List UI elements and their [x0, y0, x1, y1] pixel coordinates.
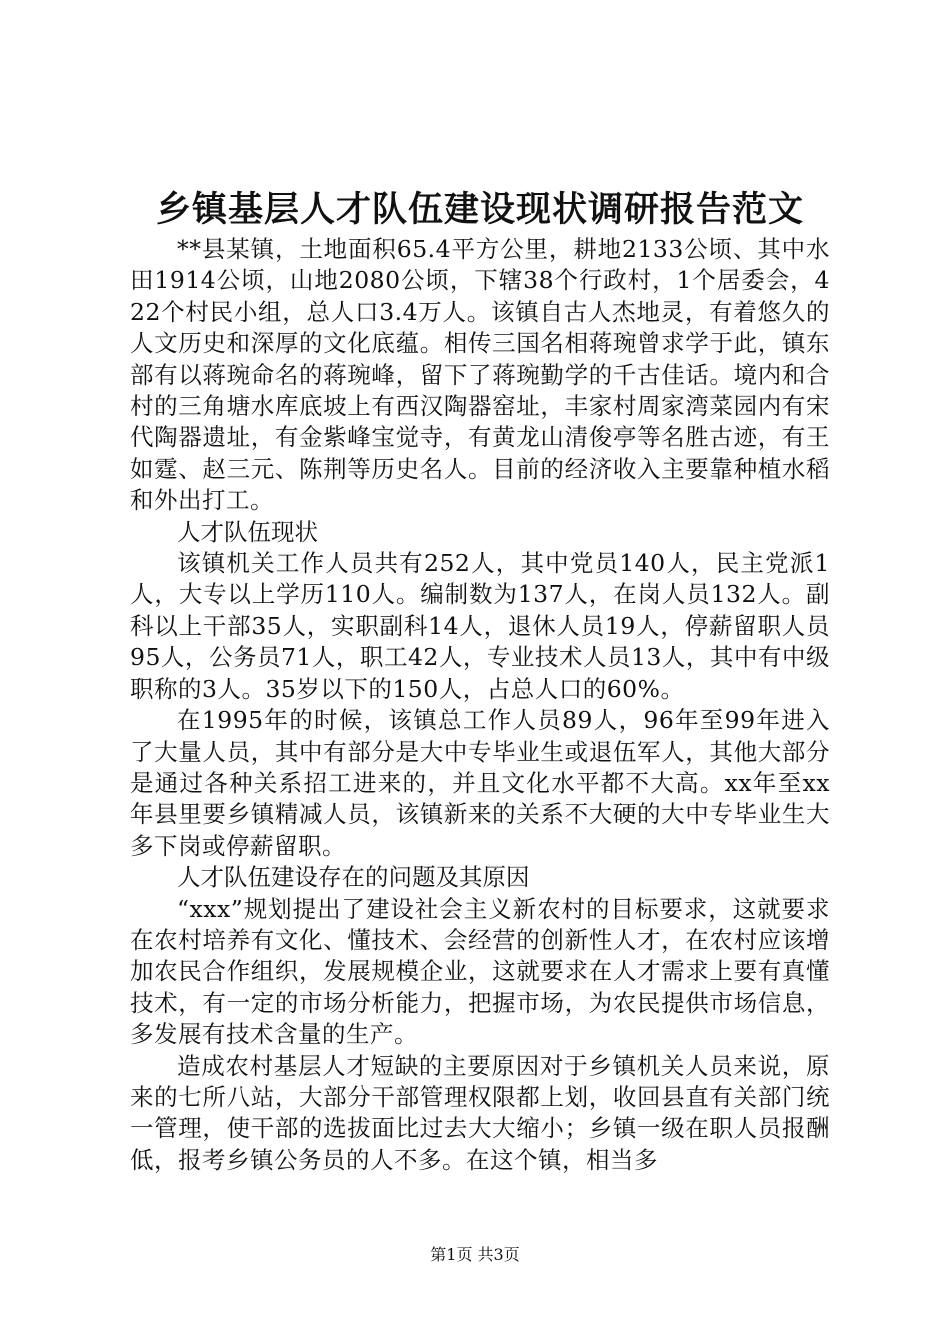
paragraph-history: 在1995年的时候，该镇总工作人员89人，96年至99年进入了大量人员，其中有部分是大中专毕业生或退伍军人，其他大部分是通过各种关系招工进来的，并且文化水平都不大高。xx年至xx年县里要乡镇精减人员，该镇新来的关系不大硬的大中专毕业生大多下岗或停薪留职。: [130, 706, 830, 860]
paragraph-plan-requirements: “xxx”规划提出了建设社会主义新农村的目标要求，这就要求在农村培养有文化、懂技术、会经营的创新性人才，在农村应该增加农民合作组织，发展规模企业，这就要求在人才需求上要有真懂技术，有一定的市场分析能力，把握市场，为农民提供市场信息，多发展有技术含量的生产。: [130, 894, 830, 1049]
section-heading-problems: 人才队伍建设存在的问题及其原因: [177, 863, 530, 892]
document-page: [130, 186, 830, 1176]
document-title: 乡镇基层人才队伍建设现状调研报告范文: [155, 189, 804, 230]
paragraph-shortage-reasons: 造成农村基层人才短缺的主要原因对于乡镇机关人员来说，原来的七所八站，大部分干部管理权限都上划，收回县直有关部门统一管理，使干部的选拔面比过去大大缩小；乡镇一级在职人员报酬低，报考乡镇公务员的人不多。在这个镇，相当多: [130, 1051, 830, 1174]
paragraph-staff-numbers: 该镇机关工作人员共有252人，其中党员140人，民主党派1人，大专以上学历110人。编制数为137人，在岗人员132人。副科以上干部35人，实职副科14人，退休人员19人，停薪留职人员95人，公务员71人，职工42人，专业技术人员13人，其中有中级职称的3人。35岁以下的150人，占总人口的60%。: [130, 549, 830, 703]
page-number-footer: 第1页 共3页: [430, 1245, 520, 1264]
section-heading-current-status: 人才队伍现状: [177, 517, 318, 546]
paragraph-overview: **县某镇，土地面积65.4平方公里，耕地2133公顷、其中水田1914公顷，山地2080公顷，下辖38个行政村，1个居委会，422个村民小组，总人口3.4万人。该镇自古人杰地灵，有着悠久的人文历史和深厚的文化底蕴。相传三国名相蒋琬曾求学于此，镇东部有以蒋琬命名的蒋琬峰，留下了蒋琬勤学的千古佳话。境内和合村的三角塘水库底坡上有西汉陶器窑址，丰家村周家湾菜园内有宋代陶器遗址，有金紫峰宝觉寺，有黄龙山清俊亭等名胜古迹，有王如霆、赵三元、陈荆等历史名人。目前的经济收入主要靠种植水稻和外出打工。: [130, 235, 830, 515]
